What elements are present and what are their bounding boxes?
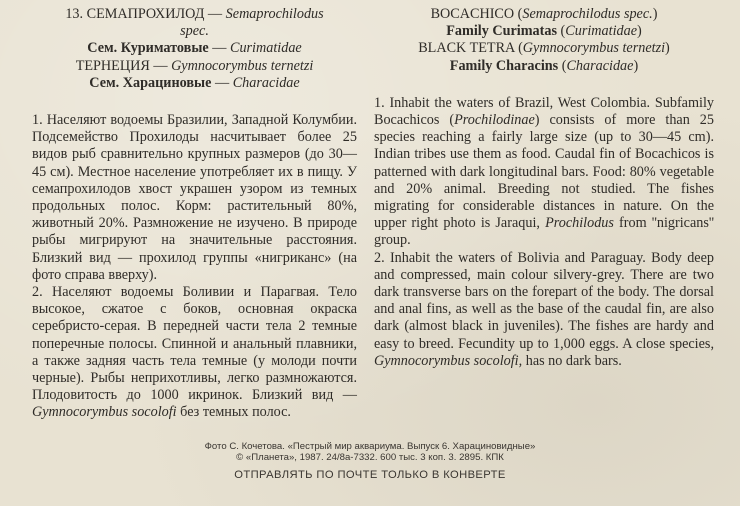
russian-paragraph-2: 2. Населяют водоемы Боливии и Парагвая. Тело высокое, сжатое с боков, основная окраска серебристо-серая. В передней части тела 2 темные поперечные полосы. Спинной и анальный плавники, а также задняя часть тела темные (у молоди почти черные). Рыбы неприхотливы, легко размножаются. Плодовитость до 1000 икринок. Близкий вид — Gymnocorymbus socolofi без темных полос. [32,284,357,421]
russian-title-line-2: spec. [180,23,209,40]
english-paragraph-1: 1. Inhabit the waters of Brazil, West Colombia. Subfamily Bocachicos (Prochilodinae) consists of more than 25 species reaching a fairly large size (up to 30—45 cm). Indian tribes use them as food. Caudal fin of Bocachicos is patterned with dark longitudinal bars. Food: 80% vegetable and 20% animal. Breeding not studied. The fishes migrating for considerable distances in nature. On the upper right photo is Jaraqui, Prochilodus from ''nigricans'' group. [374,94,714,249]
english-title-line-2: BLACK TETRA (Gymnocorymbus ternetzi) [418,40,670,57]
imprint [0,441,740,463]
russian-paragraph-1: 1. Населяют водоемы Бразилии, Западной Колумбии. Подсемейство Прохилоды насчитывает более 25 видов рыб сравнительно крупных размеров (до 30—45 см). Местное население употребляет их в пищу. У семапрохилодов хвост украшен узором из темных продольных полос. Корм: растительный 80%, животный 20%. Размножение не изучено. В природе рыбы мигрируют на значительные расстояния. Близкий вид — прохилод группы «нигриканс» (на фото справа вверху). [32,112,357,283]
english-family-line-2: Family Characins (Characidae) [449,57,639,74]
russian-title-line-1: 13. СЕМАПРОХИЛОД — Semaprochilodus [65,6,324,22]
russian-column [32,6,357,422]
english-family-line-1: Family Curimatas (Curimatidae) [446,23,642,40]
russian-family-line-2: Сем. Харациновые — Characidae [89,74,300,91]
english-title-line-1: BOCACHICO (Semaprochilodus spec.) [430,6,658,22]
mail-instruction: ОТПРАВЛЯТЬ ПО ПОЧТЕ ТОЛЬКО В КОНВЕРТЕ [234,469,506,481]
russian-family-line-1: Сем. Куриматовые — Curimatidae [87,40,302,57]
photo-credit: Фото С. Кочетова. «Пестрый мир аквариума. Выпуск 6. Харациновидные» [204,441,536,452]
english-column [374,6,714,370]
publisher-line: © «Планета», 1987. 24/8а-7332. 600 тыс. 3 коп. 3. 2895. КПК [236,452,504,463]
russian-header [32,6,357,92]
english-paragraph-2: 2. Inhabit the waters of Bolivia and Paraguay. Body deep and compressed, main colour silvery-grey. There are two dark transverse bars on the forepart of the body. The dorsal and anal fins, as well as the base of the caudal fin, are also dark (almost black in juveniles). The fishes are hardy and easy to breed. Fecundity up to 1,000 eggs. A close species, Gymnocorymbus socolofi, has no dark bars. [374,249,714,369]
english-header [374,6,714,75]
russian-body [32,112,357,422]
russian-title-line-3: ТЕРНЕЦИЯ — Gymnocorymbus ternetzi [75,57,314,74]
english-body [374,95,714,370]
